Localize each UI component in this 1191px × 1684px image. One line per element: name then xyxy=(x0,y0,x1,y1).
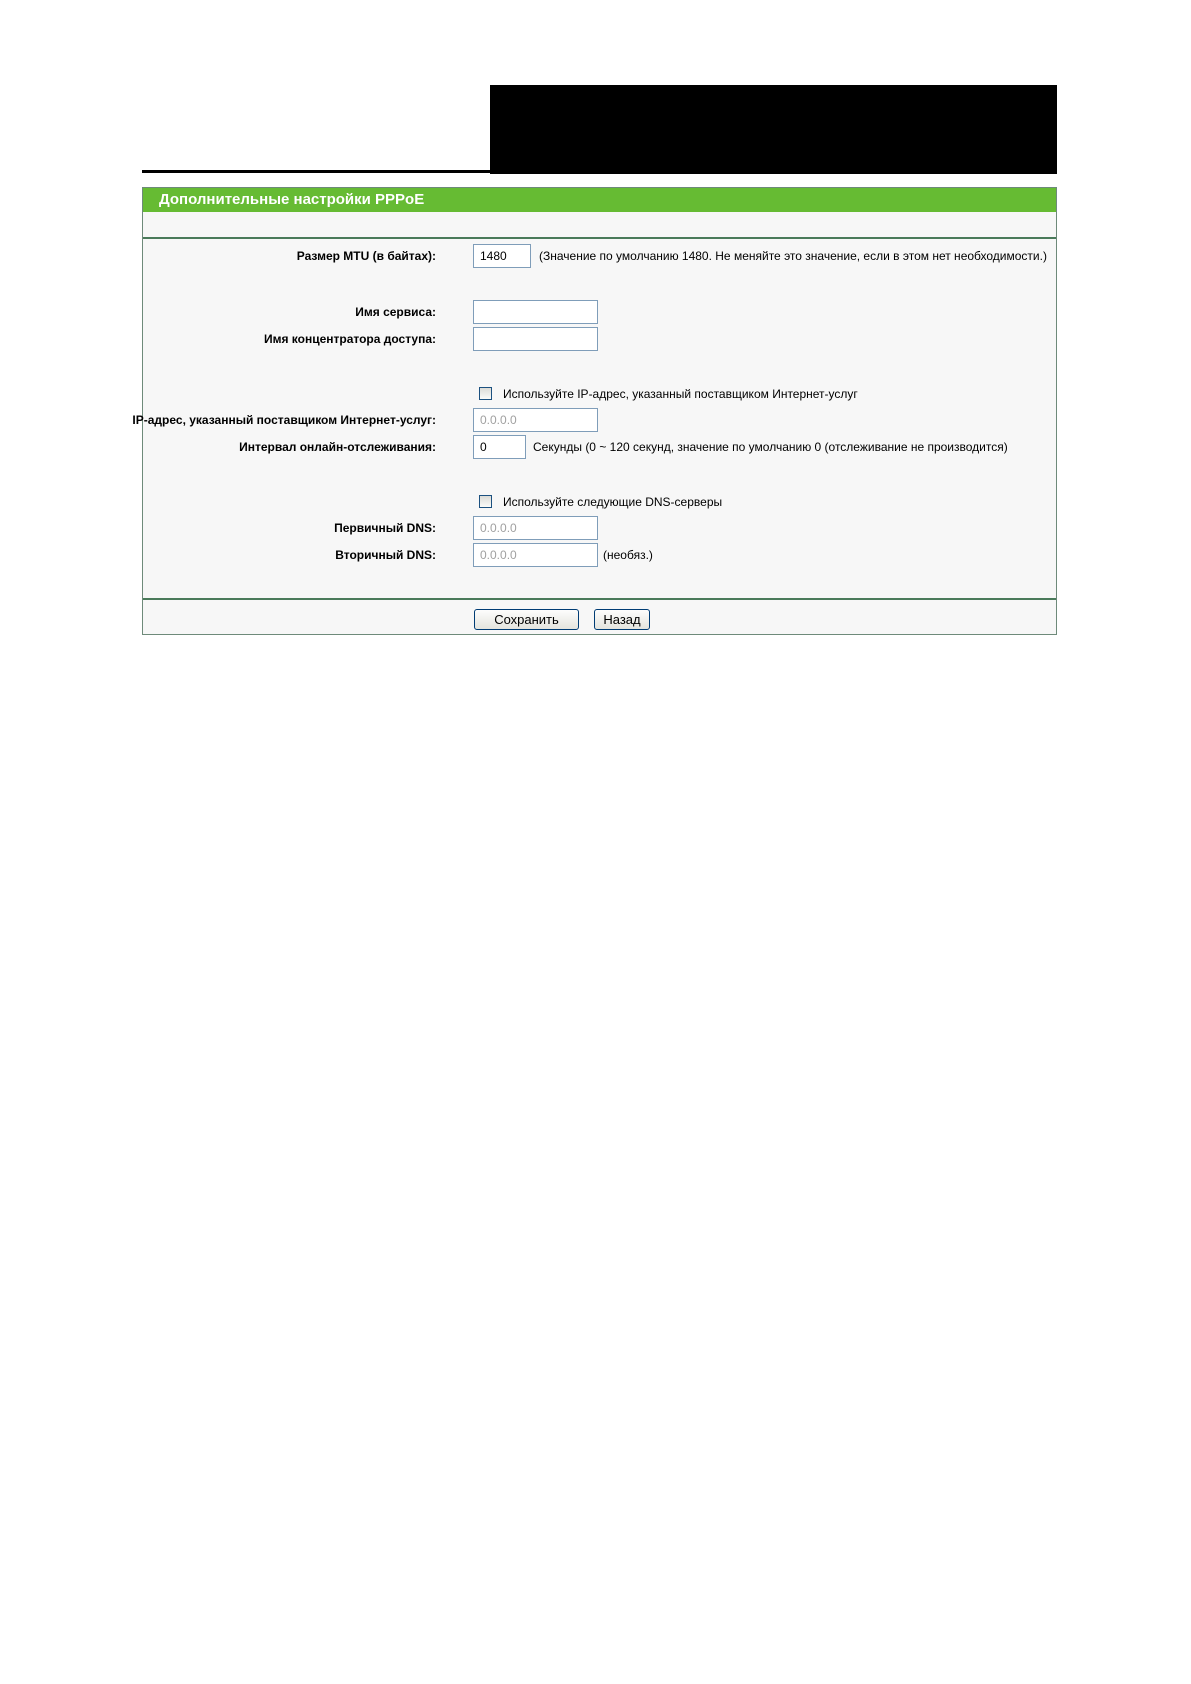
isp-ip-row xyxy=(132,408,1056,432)
isp-ip-label: IP-адрес, указанный поставщиком Интернет-услуг: xyxy=(132,413,436,427)
mtu-row xyxy=(143,244,1056,268)
detect-interval-input[interactable]: 0 xyxy=(473,435,526,459)
detect-interval-label: Интервал онлайн-отслеживания: xyxy=(239,440,436,454)
secondary-dns-row xyxy=(143,543,1056,567)
back-button[interactable]: Назад xyxy=(594,609,650,630)
primary-dns-label: Первичный DNS: xyxy=(334,521,436,535)
save-button[interactable]: Сохранить xyxy=(474,609,579,630)
ac-name-label: Имя концентратора доступа: xyxy=(263,332,436,346)
document-header-block xyxy=(490,85,1057,174)
use-isp-ip-checkbox[interactable] xyxy=(479,387,492,400)
secondary-dns-hint: (необяз.) xyxy=(603,548,653,562)
secondary-dns-input[interactable]: 0.0.0.0 xyxy=(473,543,598,567)
mtu-hint: (Значение по умолчанию 1480. Не меняйте это значение, если в этом нет необходимости.) xyxy=(539,249,1047,263)
panel-top-divider xyxy=(143,212,1056,239)
mtu-input[interactable]: 1480 xyxy=(473,244,531,268)
detect-interval-row xyxy=(143,435,1056,459)
use-dns-label: Используйте следующие DNS-серверы xyxy=(503,495,723,509)
secondary-dns-label: Вторичный DNS: xyxy=(335,548,436,562)
use-dns-checkbox[interactable] xyxy=(479,495,492,508)
detect-interval-hint: Секунды (0 ~ 120 секунд, значение по умолчанию 0 (отслеживание не производится) xyxy=(533,440,1008,454)
panel-title: Дополнительные настройки PPPoE xyxy=(143,188,1056,212)
service-name-input[interactable] xyxy=(473,300,598,324)
document-header-rule xyxy=(142,170,491,173)
service-name-label: Имя сервиса: xyxy=(355,305,436,319)
primary-dns-input[interactable]: 0.0.0.0 xyxy=(473,516,598,540)
primary-dns-row xyxy=(143,516,1056,540)
isp-ip-input[interactable]: 0.0.0.0 xyxy=(473,408,598,432)
pppoe-advanced-panel xyxy=(132,187,1057,635)
service-name-row xyxy=(143,300,1056,324)
panel-bottom-divider xyxy=(143,598,1056,600)
use-isp-ip-label: Используйте IP-адрес, указанный поставщиком Интернет-услуг xyxy=(503,387,858,401)
ac-name-row xyxy=(143,327,1056,351)
ac-name-input[interactable] xyxy=(473,327,598,351)
mtu-label: Размер MTU (в байтах): xyxy=(296,249,436,263)
